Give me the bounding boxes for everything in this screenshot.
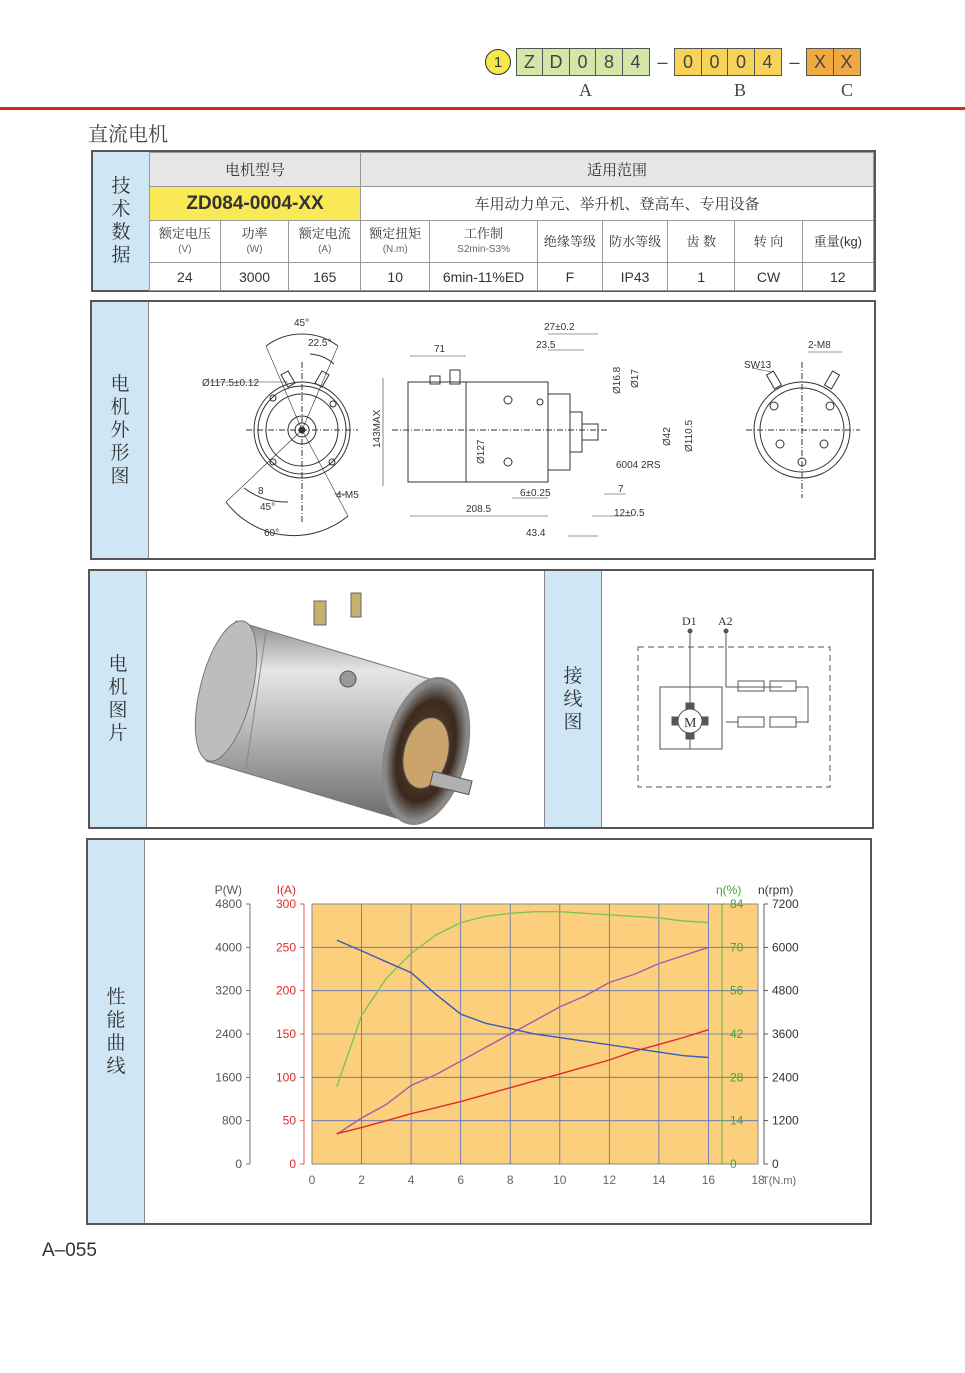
terminal-a2: A2 [718, 614, 733, 628]
y-tick-label: 4000 [215, 940, 242, 955]
y-tick-label: 70 [730, 940, 744, 955]
dim-d117: Ø117.5±0.12 [202, 378, 260, 389]
col-weight: 重量(kg) [802, 221, 873, 263]
code-a-1: Z [516, 48, 544, 76]
motor-photo [146, 571, 544, 827]
dim-143max: 143MAX [372, 409, 383, 448]
val-torque: 10 [361, 263, 430, 291]
dim-2m8: 2-M8 [808, 340, 831, 351]
x-tick-label: 2 [358, 1173, 365, 1187]
y-tick-label: 4800 [215, 897, 242, 911]
y-tick-label: 250 [275, 940, 296, 955]
y-tick-label: 0 [235, 1157, 242, 1171]
code-a-5: 4 [622, 48, 650, 76]
outline-section [90, 300, 876, 560]
col-waterproof: 防水等级 [602, 221, 667, 263]
code-c-2: X [833, 48, 861, 76]
tech-data-section [91, 150, 876, 292]
code-a-4: 8 [595, 48, 623, 76]
y-axis-title: n(rpm) [758, 883, 794, 897]
dim-d16-8: Ø16.8 [612, 366, 623, 394]
dim-4m5: 4-M5 [336, 490, 359, 501]
dim-208-5: 208.5 [466, 504, 492, 515]
page-title: 直流电机 [88, 124, 168, 146]
x-axis-label: T(N.m) [762, 1175, 797, 1187]
scope-header: 适用范围 [361, 153, 874, 187]
y-tick-label: 2400 [772, 1070, 799, 1085]
code-dash-1: – [657, 51, 668, 72]
y-tick-label: 0 [772, 1157, 779, 1171]
code-circle: 1 [485, 49, 511, 75]
dim-7: 7 [618, 484, 624, 495]
col-power: 功率 (W) [220, 221, 289, 263]
dim-43-4: 43.4 [526, 528, 546, 539]
model-value: ZD084-0004-XX [150, 187, 361, 221]
dim-71: 71 [434, 344, 446, 355]
y-tick-label: 3200 [215, 983, 242, 998]
code-a-2: D [542, 48, 570, 76]
y-tick-label: 200 [275, 983, 296, 998]
y-tick-label: 14 [730, 1113, 744, 1128]
side-view [383, 334, 632, 536]
front-view [210, 334, 358, 536]
code-letter-c: C [841, 80, 854, 100]
rear-view [746, 352, 860, 498]
performance-side-label: 性能曲线 [88, 840, 145, 1223]
x-tick-label: 6 [457, 1173, 465, 1187]
y-tick-label: 6000 [772, 940, 799, 955]
performance-chart [144, 840, 870, 1223]
val-current: 165 [289, 263, 361, 291]
dim-22-5: 22.5° [308, 338, 332, 349]
dim-45-top: 45° [294, 318, 310, 329]
y-tick-label: 50 [282, 1113, 296, 1128]
col-torque: 额定扭矩 (N.m) [361, 221, 430, 263]
col-insulation: 绝缘等级 [537, 221, 602, 263]
y-tick-label: 800 [221, 1113, 242, 1128]
code-b-3: 0 [727, 48, 755, 76]
dim-8: 8 [258, 486, 264, 497]
y-tick-label: 0 [730, 1157, 737, 1171]
val-power: 3000 [220, 263, 289, 291]
val-duty: 6min-11%ED [430, 263, 537, 291]
code-a-3: 0 [569, 48, 597, 76]
dim-bearing: 6004 2RS [616, 460, 661, 471]
spec-table [149, 152, 874, 291]
dim-6: 6±0.25 [520, 488, 551, 499]
y-tick-label: 28 [730, 1070, 744, 1085]
y-tick-label: 84 [730, 897, 744, 911]
code-b-2: 0 [701, 48, 729, 76]
y-axis-title: P(W) [214, 883, 242, 897]
code-letter-b: B [734, 80, 747, 100]
y-tick-label: 1200 [772, 1113, 799, 1128]
y-tick-label: 150 [275, 1027, 296, 1041]
dim-d42: Ø42 [662, 427, 673, 446]
y-tick-label: 7200 [772, 897, 799, 911]
x-tick-label: 10 [553, 1173, 567, 1187]
photo-wiring-section [88, 569, 874, 829]
page-number: A–055 [42, 1240, 97, 1261]
y-tick-label: 2400 [215, 1027, 242, 1041]
y-tick-label: 0 [289, 1157, 296, 1171]
val-teeth: 1 [668, 263, 735, 291]
y-axis-title: η(%) [716, 883, 742, 897]
dim-d17: Ø17 [630, 369, 641, 388]
y-tick-label: 42 [730, 1027, 744, 1041]
model-code [485, 47, 861, 77]
code-b-4: 4 [754, 48, 782, 76]
header-rule [0, 107, 965, 110]
scope-value: 车用动力单元、举升机、登高车、专用设备 [361, 187, 874, 221]
code-letter-a: A [579, 80, 592, 100]
motor-symbol: M [684, 716, 697, 731]
wiring-side-label: 接线图 [544, 571, 602, 827]
motor-image [183, 593, 482, 827]
col-duty: 工作制 S2min-S3% [430, 221, 537, 263]
val-insulation: F [537, 263, 602, 291]
x-tick-label: 12 [602, 1173, 617, 1187]
x-tick-label: 0 [308, 1173, 316, 1187]
photo-side-label: 电机图片 [90, 571, 147, 827]
outline-side-label: 电机外形图 [92, 302, 149, 558]
terminal-d1: D1 [682, 614, 697, 628]
x-tick-label: 18 [751, 1173, 765, 1187]
col-teeth: 齿 数 [668, 221, 735, 263]
dim-12: 12±0.5 [614, 508, 645, 519]
dim-27: 27±0.2 [544, 322, 575, 333]
model-header: 电机型号 [150, 153, 361, 187]
outline-drawing [148, 302, 874, 558]
val-waterproof: IP43 [602, 263, 667, 291]
performance-section [86, 838, 872, 1225]
val-weight: 12 [802, 263, 873, 291]
y-axis-title: I(A) [276, 883, 296, 897]
dim-45-bottom: 45° [260, 502, 276, 513]
y-tick-label: 3600 [772, 1027, 799, 1041]
code-dash-2: – [789, 51, 800, 72]
y-tick-label: 4800 [772, 983, 799, 998]
val-voltage: 24 [150, 263, 221, 291]
col-current: 额定电流 (A) [289, 221, 361, 263]
dim-d110-5: Ø110.5 [684, 419, 695, 452]
y-tick-label: 100 [275, 1070, 296, 1085]
wiring-diagram [602, 571, 872, 827]
col-voltage: 额定电压 (V) [150, 221, 221, 263]
x-tick-label: 8 [506, 1173, 514, 1187]
tech-side-label: 技术数据 [93, 152, 150, 290]
dim-d127: Ø127 [476, 439, 487, 464]
y-tick-label: 56 [730, 983, 744, 998]
dim-sw13: SW13 [744, 360, 772, 371]
y-tick-label: 300 [275, 897, 296, 911]
y-tick-label: 1600 [215, 1070, 242, 1085]
dim-60: 60° [264, 528, 280, 539]
code-b-1: 0 [674, 48, 702, 76]
x-tick-label: 14 [652, 1173, 666, 1187]
col-rotation: 转 向 [735, 221, 802, 263]
x-tick-label: 4 [407, 1173, 415, 1187]
code-c-1: X [806, 48, 834, 76]
dim-23-5: 23.5 [536, 340, 556, 351]
val-rotation: CW [735, 263, 802, 291]
x-tick-label: 16 [701, 1173, 716, 1187]
